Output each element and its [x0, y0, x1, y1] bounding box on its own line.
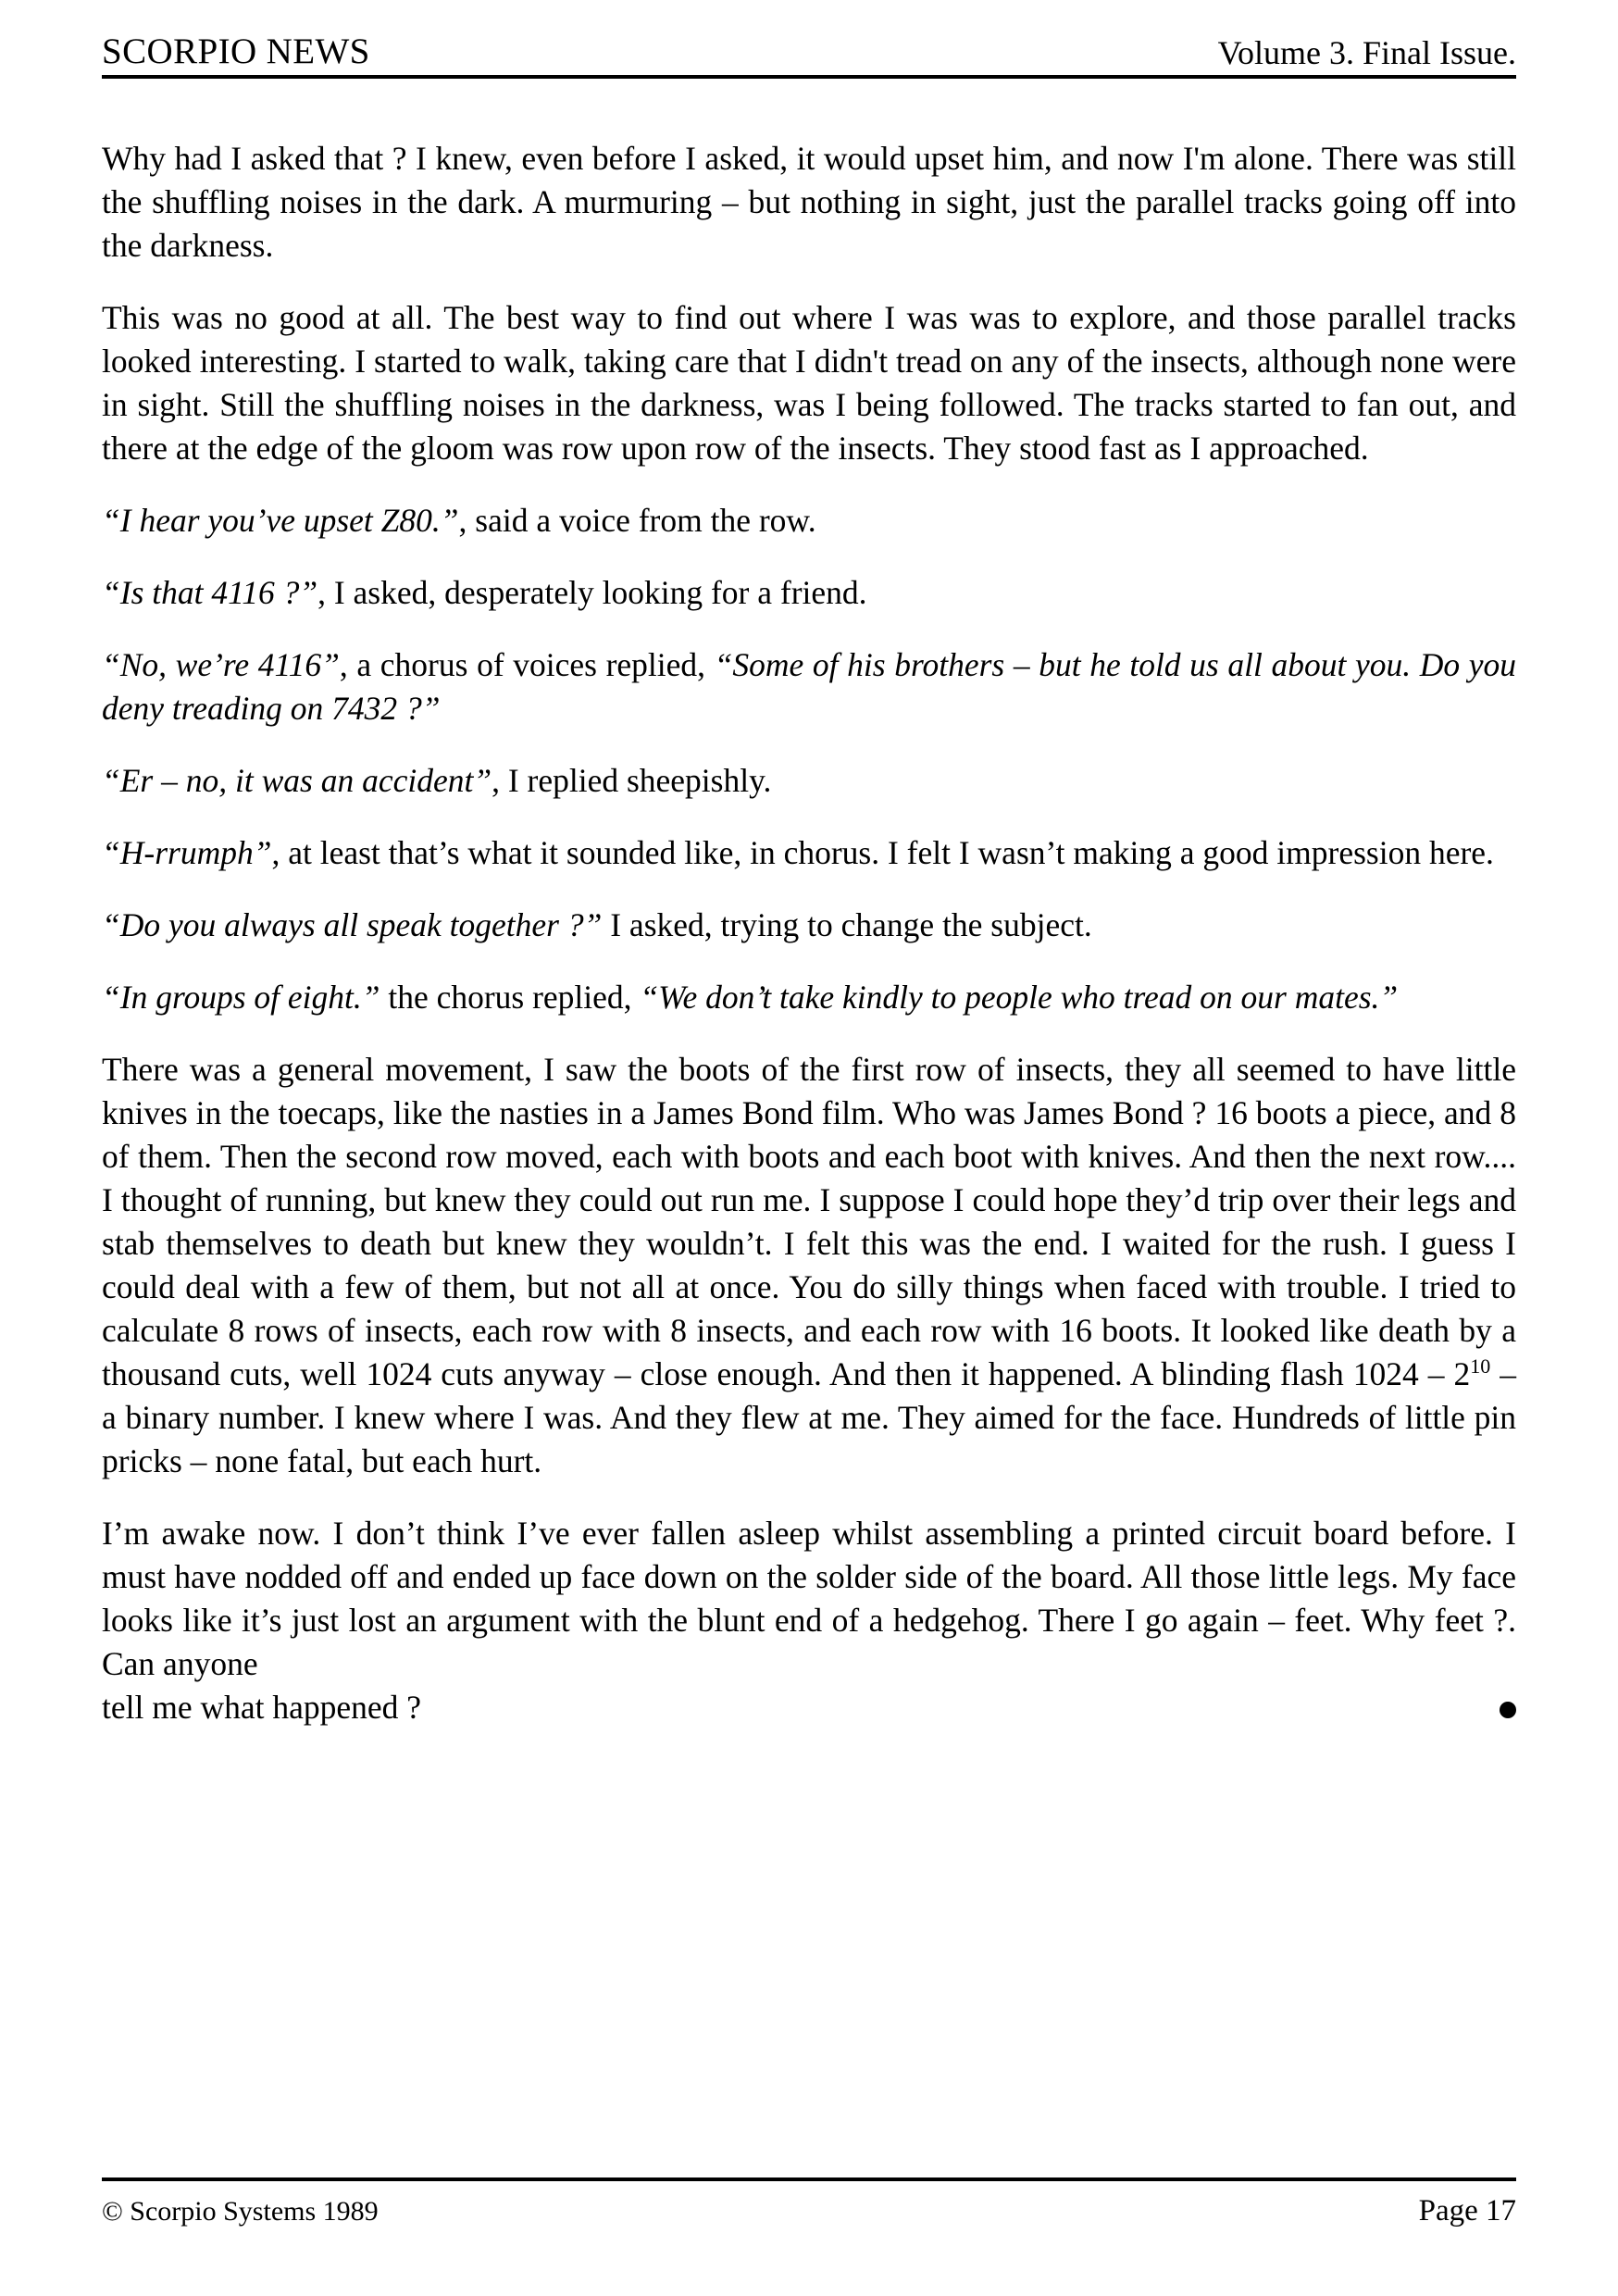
paragraph-4-dialogue — [102, 571, 1516, 615]
dialogue-quote-second: “We don’t take kindly to people who tread on our mates.” — [640, 979, 1399, 1016]
dialogue-quote: “H-rrumph” — [102, 834, 272, 871]
paragraph-6-dialogue — [102, 759, 1516, 803]
paragraph-8-dialogue — [102, 904, 1516, 947]
dialogue-attribution: , I replied sheepishly. — [492, 762, 772, 799]
paragraph-3-dialogue — [102, 499, 1516, 543]
paragraph-11-text: I’m awake now. I don’t think I’ve ever fallen asleep whilst assembling a printed circuit board before. I must have nodded off and ended up face down on the solder side of the board. All those little legs. My face looks like it’s just lost an argument with the blunt end of a hedgehog. There I go again – feet. Why feet ?. Can anyone — [102, 1515, 1516, 1682]
issue-label: Volume 3. Final Issue. — [1217, 34, 1516, 71]
paragraph-9-dialogue — [102, 976, 1516, 1019]
dialogue-quote: “In groups of eight.” — [102, 979, 380, 1016]
paragraph-1: Why had I asked that ? I knew, even before I asked, it would upset him, and now I'm alone. There was still the shuffling noises in the dark. A murmuring – but nothing in sight, just the parallel tracks going off into the darkness. — [102, 140, 1516, 264]
dialogue-attribution: , a chorus of voices replied, — [339, 646, 715, 683]
dialogue-attribution: , at least that’s what it sounded like, in chorus. I felt I wasn’t making a good impression here. — [271, 834, 1494, 871]
paragraph-11-last-line: tell me what happened ? — [102, 1689, 421, 1726]
end-of-article-bullet-icon — [1500, 1702, 1516, 1718]
copyright-notice: © Scorpio Systems 1989 — [102, 2196, 379, 2227]
paragraph-10 — [102, 1048, 1516, 1483]
dialogue-quote: “No, we’re 4116” — [102, 646, 340, 683]
paragraph-10-text-before: There was a general movement, I saw the boots of the first row of insects, they all seemed to have little knives in the toecaps, like the nasties in a James Bond film. Who was James Bond ? 16 boots a piece, and 8 of them. Then the second row moved, each with boots and each boot with knives. And then the next row.... I thought of running, but knew they could out run me. I suppose I could hope they’d trip over their legs and stab themselves to death but knew they wouldn’t. I felt this was the end. I waited for the rush. I guess I could deal with a few of them, but not all at once. You do silly things when faced with trouble. I tried to calculate 8 rows of insects, each row with 8 insects, and each row with 16 boots. It looked like death by a thousand cuts, well 1024 cuts anyway – close enough. And then it happened. A blinding flash 1024 – 2 — [102, 1051, 1516, 1392]
dialogue-quote: “I hear you’ve upset Z80.” — [102, 502, 459, 539]
page-footer — [102, 2177, 1516, 2228]
dialogue-attribution: I asked, trying to change the subject. — [602, 906, 1092, 943]
paragraph-7-dialogue — [102, 831, 1516, 875]
article-body — [102, 137, 1516, 1758]
paragraph-5-dialogue — [102, 643, 1516, 730]
dialogue-attribution: , said a voice from the row. — [458, 502, 816, 539]
page-number: Page 17 — [1418, 2194, 1516, 2227]
dialogue-attribution: the chorus replied, — [380, 979, 641, 1016]
dialogue-quote: “Do you always all speak together ?” — [102, 906, 603, 943]
paragraph-2: This was no good at all. The best way to find out where I was was to explore, and those parallel tracks looked interesting. I started to walk, taking care that I didn't tread on any of the insects, although none were in sight. Still the shuffling noises in the darkness, was I being followed. The tracks started to fan out, and there at the edge of the gloom was row upon row of the insects. They stood fast as I approached. — [102, 299, 1516, 467]
exponent-superscript: 10 — [1470, 1354, 1491, 1379]
publication-title: SCORPIO NEWS — [102, 31, 370, 71]
paragraph-11-final-line — [102, 1686, 1516, 1729]
dialogue-quote-second: “Some of his brothers – but he told us all about you. Do you deny treading on 7432 ?” — [102, 646, 1516, 727]
dialogue-attribution: , I asked, desperately looking for a friend. — [317, 574, 867, 611]
paragraph-11 — [102, 1512, 1516, 1729]
dialogue-quote: “Er – no, it was an accident” — [102, 762, 492, 799]
dialogue-quote: “Is that 4116 ?” — [102, 574, 318, 611]
page-header — [102, 33, 1516, 79]
paragraph-10-text-after: – a binary number. I knew where I was. And they flew at me. They aimed for the face. Hundreds of little pin pricks – none fatal, but each hurt. — [102, 1355, 1517, 1479]
